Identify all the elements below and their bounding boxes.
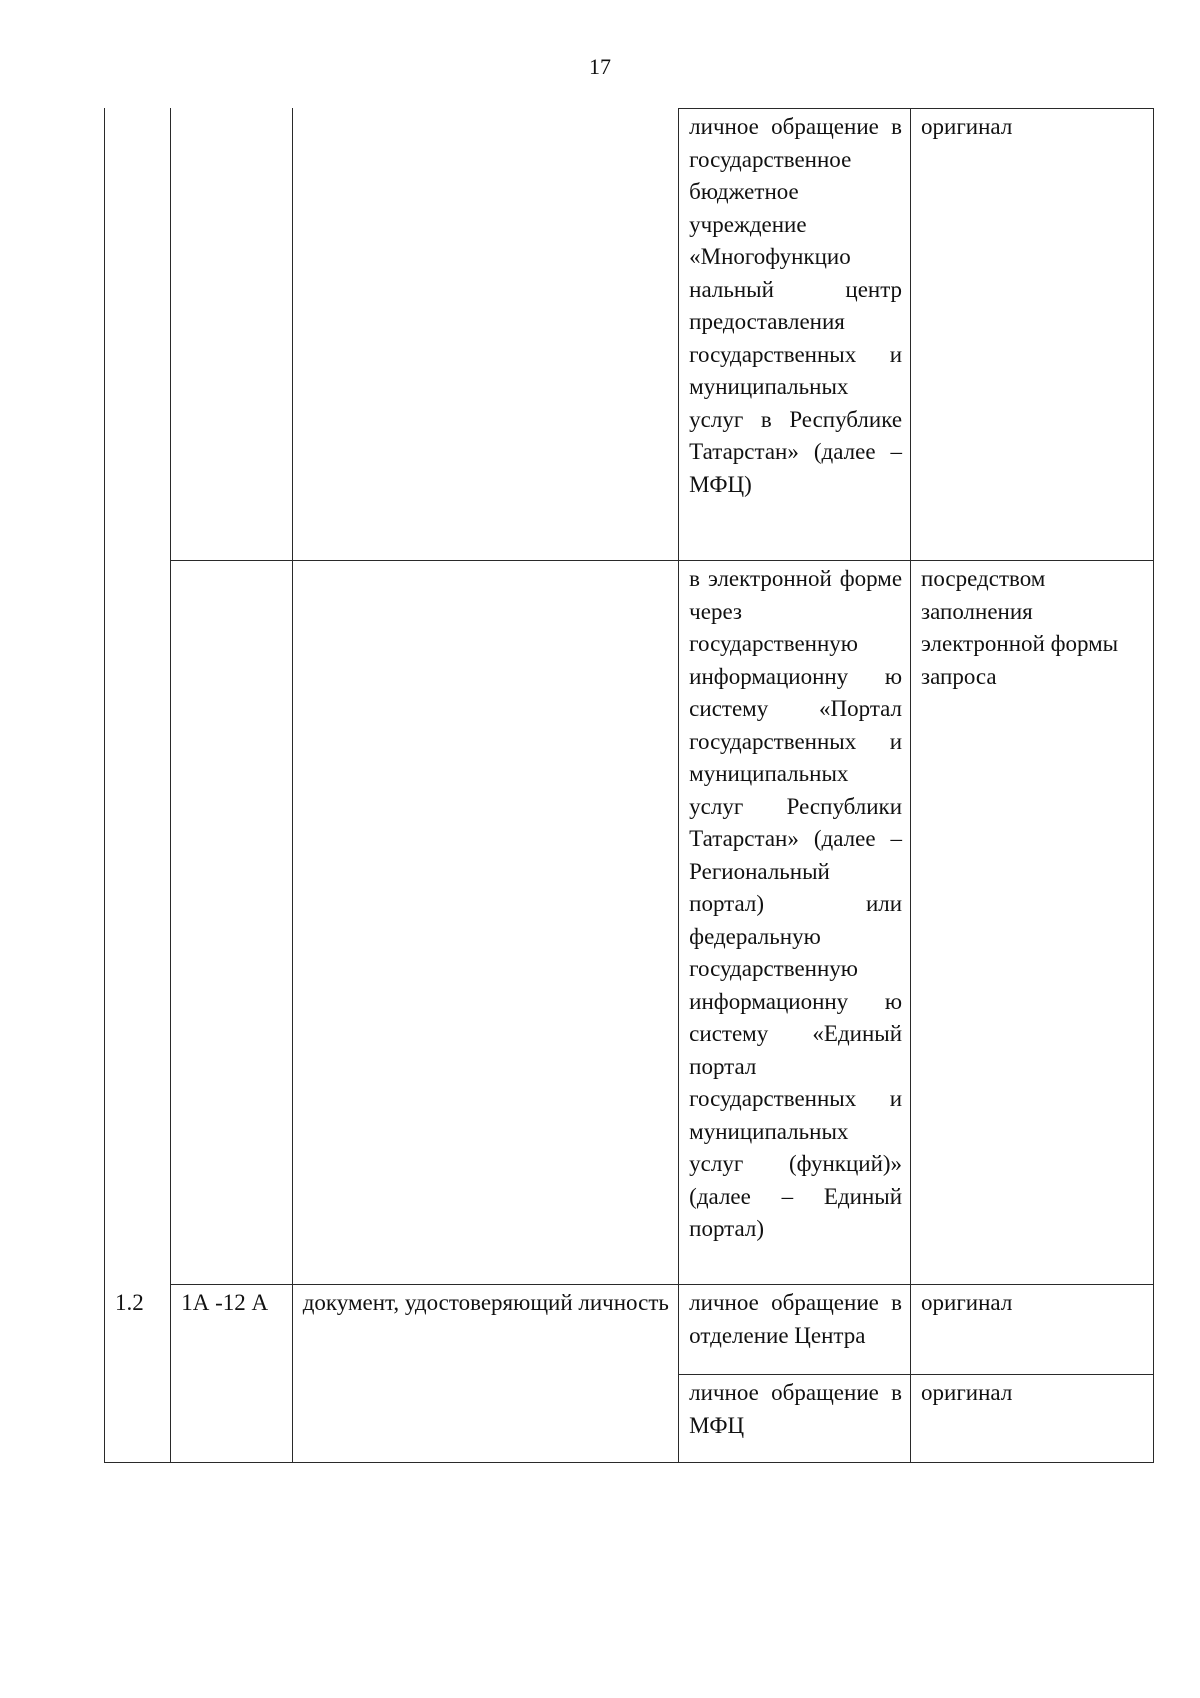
table-row — [105, 561, 1154, 1285]
page-number: 17 — [589, 54, 611, 79]
number-cell: 1.2 — [105, 1285, 171, 1463]
code-cell — [171, 561, 292, 1285]
document-cell — [292, 109, 678, 561]
table-row — [105, 1285, 1154, 1375]
document-cell: документ, удостоверяющий личность — [292, 1285, 678, 1463]
submission-method-cell: личное обращение в отделение Центра — [679, 1285, 911, 1375]
document-cell — [292, 561, 678, 1285]
submission-method-cell: личное обращение в государственное бюджетное учреждение «Многофункцио нальный центр предоставления государственных и муниципальных услуг в Республике Татарстан» (далее – МФЦ) — [679, 109, 911, 561]
number-cell — [105, 561, 171, 1285]
table-row — [105, 109, 1154, 561]
document-form-cell: посредством заполнения электронной формы запроса — [911, 561, 1154, 1285]
document-form-cell: оригинал — [911, 1285, 1154, 1375]
code-cell: 1А -12 А — [171, 1285, 292, 1463]
document-form-cell: оригинал — [911, 109, 1154, 561]
document-form-cell: оригинал — [911, 1375, 1154, 1463]
code-cell — [171, 109, 292, 561]
number-cell — [105, 109, 171, 561]
documents-table — [104, 108, 1154, 1463]
submission-method-cell: в электронной форме через государственную информационну ю систему «Портал государственных и муниципальных услуг Республики Татарстан» (далее – Региональный портал) или федеральную государственную информационну ю систему «Единый портал государственных и муниципальных услуг (функций)» (далее – Единый портал) — [679, 561, 911, 1285]
submission-method-cell: личное обращение в МФЦ — [679, 1375, 911, 1463]
